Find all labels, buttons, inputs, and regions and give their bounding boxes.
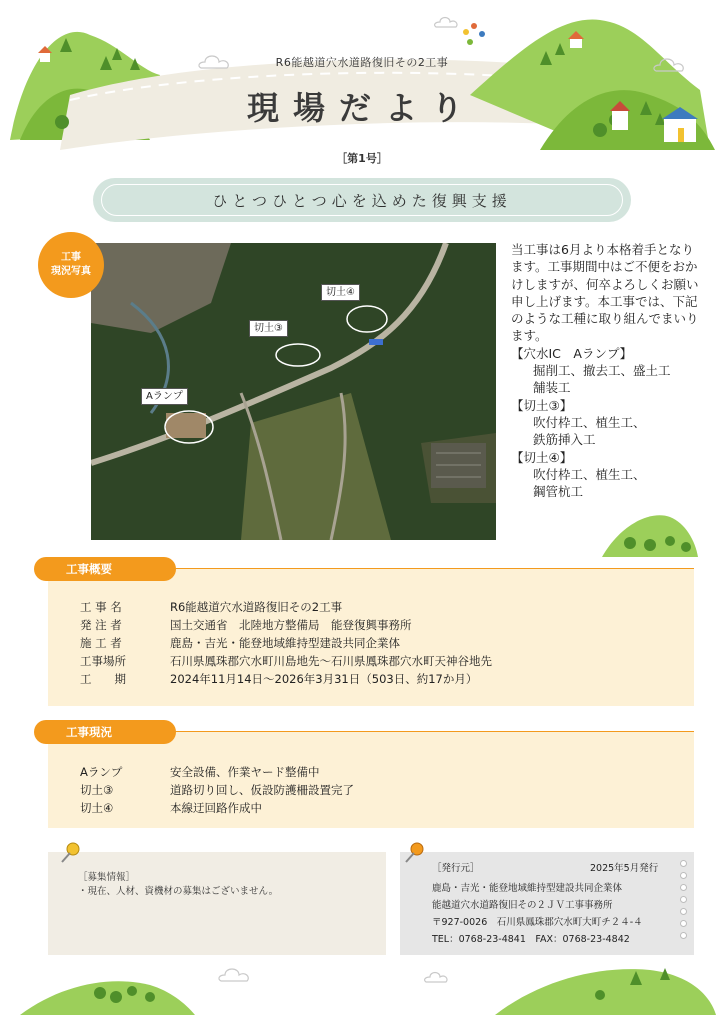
footer-landscape-illustration xyxy=(0,955,724,1024)
overview-label: 工 期 xyxy=(80,672,126,686)
work-item-line: 吹付枠工、植生工、 xyxy=(533,466,646,482)
slogan-inner-frame xyxy=(101,184,623,216)
slogan-text: ひとつひとつ心を込めた復興支援 xyxy=(212,191,512,210)
work-item-line: 鋼管杭工 xyxy=(533,484,584,500)
status-row xyxy=(80,764,320,780)
overview-value: 2024年11月14日～2026年3月31日（503日、約17か月） xyxy=(170,672,478,686)
overview-row xyxy=(80,635,400,651)
status-row xyxy=(80,800,262,816)
publisher-address: 〒927-0026 石川県鳳珠郡穴水町大町チ２４-４ xyxy=(432,917,643,928)
work-item-line: 舗装工 xyxy=(533,380,571,396)
photo-label-kiri3: 切土③ xyxy=(249,320,288,337)
overview-label: 工 事 名 xyxy=(80,600,122,614)
hill-illustration xyxy=(600,505,700,560)
recruit-text: ・現在、人材、資機材の募集はございません。 xyxy=(78,886,279,897)
work-item-group xyxy=(511,449,706,501)
overview-label: 施 工 者 xyxy=(80,636,122,650)
intro-text-block xyxy=(511,241,706,500)
overview-section-title: 工事概要 xyxy=(34,557,176,581)
status-label: Aランプ xyxy=(80,765,123,779)
overview-value: R6能越道穴水道路復旧その2工事 xyxy=(170,600,343,614)
status-value: 本線迂回路作成中 xyxy=(170,801,262,815)
publisher-label: ［発行元］ xyxy=(432,863,480,874)
photo-badge-line2: 現況写真 xyxy=(51,266,91,277)
publisher-line: 鹿島・吉光・能登地域維持型建設共同企業体 xyxy=(432,883,623,894)
recruit-title: ［募集情報］ xyxy=(78,872,136,883)
status-label: 切土③ xyxy=(80,783,114,797)
aerial-site-photo xyxy=(91,243,496,540)
status-value: 安全設備、作業ヤード整備中 xyxy=(170,765,320,779)
publish-date: 2025年5月発行 xyxy=(590,863,659,874)
status-row xyxy=(80,782,354,798)
status-value: 道路切り回し、仮設防護柵設置完了 xyxy=(170,783,354,797)
recruit-info-box xyxy=(48,852,386,955)
publisher-contact: TEL：0768-23-4841 FAX：0768-23-4842 xyxy=(432,934,630,945)
photo-badge xyxy=(38,232,104,298)
photo-badge-line1: 工事 xyxy=(61,252,81,263)
header xyxy=(0,0,724,175)
page-title: 現場だより xyxy=(246,89,477,127)
issue-number: ［第1号］ xyxy=(336,152,388,165)
intro-paragraph: 当工事は6月より本格着手となります。工事期間中はご不便をおかけしますが、何卒よろしくお願い申し上げます。本工事では、下記のような工種に取り組んでまいります。 xyxy=(511,242,699,344)
photo-label-a-ramp: Aランプ xyxy=(141,388,188,405)
status-label: 切土④ xyxy=(80,801,114,815)
work-item-line: 吹付枠工、植生工、 xyxy=(533,414,646,430)
photo-label-kiri4: 切土④ xyxy=(321,284,360,301)
newsletter-subtitle: R6能越道穴水道路復旧その2工事 xyxy=(275,56,449,69)
work-item-line: 鉄筋挿入工 xyxy=(533,432,596,448)
status-panel xyxy=(48,732,694,828)
overview-panel xyxy=(48,569,694,706)
work-item-line: 掘削工、撤去工、盛土工 xyxy=(533,363,671,379)
overview-label: 工事場所 xyxy=(80,654,126,668)
overview-row xyxy=(80,653,492,669)
overview-value: 国土交通省 北陸地方整備局 能登復興事務所 xyxy=(170,618,412,632)
overview-value: 石川県鳳珠郡穴水町川島地先～石川県鳳珠郡穴水町天神谷地先 xyxy=(170,654,492,668)
overview-label: 発 注 者 xyxy=(80,618,122,632)
work-item-head: 【穴水IC Aランプ】 xyxy=(511,345,633,361)
publisher-line: 能越道穴水道路復旧その２ＪＶ工事事務所 xyxy=(432,900,613,911)
pushpin-icon xyxy=(58,840,84,866)
slogan-banner xyxy=(93,178,631,222)
overview-row xyxy=(80,671,477,687)
binder-holes xyxy=(680,860,690,944)
overview-value: 鹿島・吉光・能登地域維持型建設共同企業体 xyxy=(170,636,400,650)
overview-row xyxy=(80,599,342,615)
work-item-group xyxy=(511,397,706,449)
pushpin-icon xyxy=(402,840,428,866)
work-item-head: 【切土③】 xyxy=(511,397,573,413)
publisher-box xyxy=(400,852,694,955)
work-item-group xyxy=(511,345,706,397)
overview-row xyxy=(80,617,412,633)
work-item-head: 【切土④】 xyxy=(511,449,573,465)
status-section-title: 工事現況 xyxy=(34,720,176,744)
